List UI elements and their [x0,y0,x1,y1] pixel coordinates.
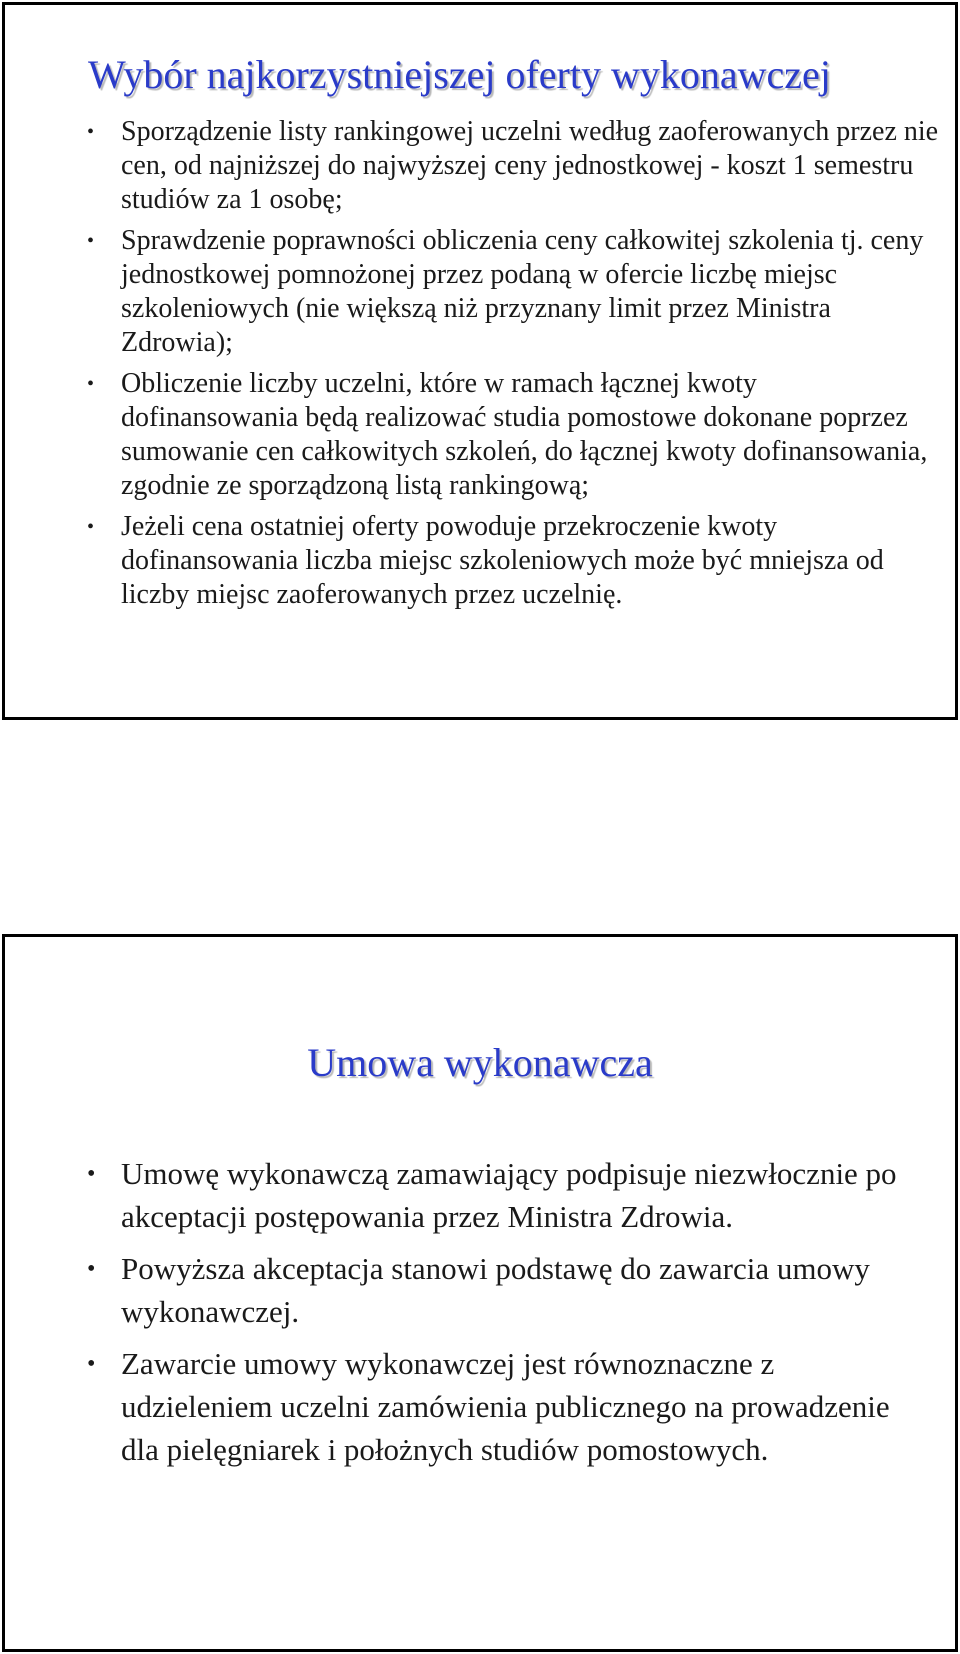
bullet-text: Obliczenie liczby uczelni, które w ramach łącznej kwoty dofinansowania będą realizować studia pomostowe dokonane poprzez sumowanie cen całkowitych szkoleń, do łącznej kwoty dofinansowania, zgodnie ze sporządzoną listą rankingową; [121,368,928,501]
bullet-icon: • [87,1351,96,1377]
bullet-item [87,510,941,612]
bullet-icon: • [87,1256,96,1282]
bullet-icon: • [87,516,95,538]
bullet-icon: • [87,121,95,143]
bullet-item [87,367,941,503]
bullet-icon: • [87,373,95,395]
slide-2 [2,934,958,1652]
bullet-item [87,1342,921,1471]
bullet-text: Zawarcie umowy wykonawczej jest równoznaczne z udzieleniem uczelni zamówienia publicznego na prowadzenie dla pielęgniarek i położnych studiów pomostowych. [121,1346,890,1467]
slide-2-title: Umowa wykonawcza [307,1040,653,1085]
bullet-text: Powyższa akceptacja stanowi podstawę do zawarcia umowy wykonawczej. [121,1251,870,1329]
bullet-text: Jeżeli cena ostatniej oferty powoduje przekroczenie kwoty dofinansowania liczba miejsc szkoleniowych może być mniejsza od liczby miejsc zaoferowanych przez uczelnię. [121,511,884,610]
bullet-icon: • [87,230,95,252]
bullet-item [87,1247,921,1333]
slide-2-bullet-list [87,1152,921,1480]
bullet-text: Umowę wykonawczą zamawiający podpisuje niezwłocznie po akceptacji postępowania przez Ministra Zdrowia. [121,1156,897,1234]
slide-1-bullet-list [87,115,941,619]
bullet-text: Sporządzenie listy rankingowej uczelni według zaoferowanych przez nie cen, od najniższej do najwyższej ceny jednostkowej - koszt 1 semestru studiów za 1 osobę; [121,116,939,215]
bullet-item [87,224,941,360]
slide-1-title: Wybór najkorzystniejszej oferty wykonawczej [88,52,831,97]
slide-1 [2,2,958,720]
bullet-item [87,1152,921,1238]
bullet-item [87,115,941,217]
bullet-icon: • [87,1161,96,1187]
bullet-text: Sprawdzenie poprawności obliczenia ceny całkowitej szkolenia tj. ceny jednostkowej pomnożonej przez podaną w ofercie liczbę miejsc szkoleniowych (nie większą niż przyznany limit przez Ministra Zdrowia); [121,225,924,358]
